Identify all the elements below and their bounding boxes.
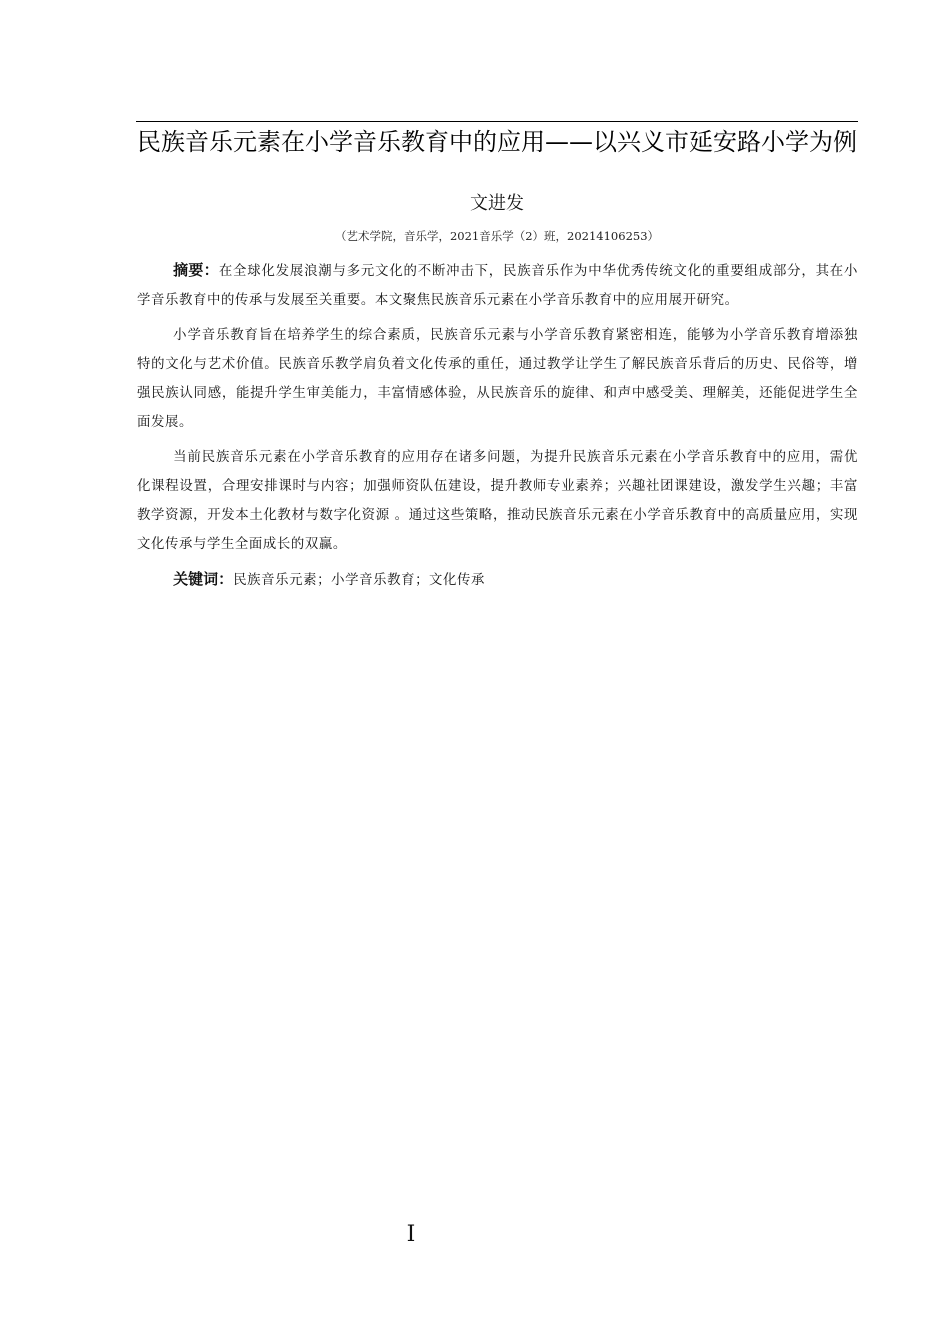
abstract-label: 摘要： (173, 261, 219, 279)
author-name: 文进发 (470, 193, 524, 214)
abstract-paragraph: 小学音乐教育旨在培养学生的综合素质，民族音乐元素与小学音乐教育紧密相连，能够为小学音乐教育增添独特的文化与艺术价值。民族音乐教学肩负着文化传承的重任，通过教学让学生了解民族音乐背后的历史、民俗等，增强民族认同感，能提升学生审美能力，丰富情感体验，从民族音乐的旋律、和声中感受美、理解美，还能促进学生全面发展。 (137, 328, 858, 430)
keywords-text: 民族音乐元素；小学音乐教育；文化传承 (233, 573, 486, 588)
author-affiliation: （艺术学院，音乐学，2021音乐学（2）班，20214106253） (334, 229, 660, 243)
keywords-line (137, 565, 858, 595)
abstract-paragraph: 当前民族音乐元素在小学音乐教育的应用存在诸多问题，为提升民族音乐元素在小学音乐教育中的应用，需优化课程设置，合理安排课时与内容；加强师资队伍建设，提升教师专业素养；兴趣社团课建设，激发学生兴趣；丰富教学资源，开发本土化教材与数字化资源 。通过这些策略，推动民族音乐元素在小学音乐教育中的高质量应用，实现文化传承与学生全面成长的双赢。 (137, 450, 858, 552)
header-rule (136, 121, 858, 122)
keywords-label: 关键词： (173, 570, 234, 588)
page-number: I (406, 1222, 416, 1247)
abstract-paragraph (137, 256, 858, 315)
paper-title: 民族音乐元素在小学音乐教育中的应用——以兴义市延安路小学为例 (137, 128, 857, 156)
abstract-section (137, 256, 858, 601)
abstract-paragraph-1-text: 在全球化发展浪潮与多元文化的不断冲击下，民族音乐作为中华优秀传统文化的重要组成部分，其在小学音乐教育中的传承与发展至关重要。本文聚焦民族音乐元素在小学音乐教育中的应用展开研究。 (137, 264, 858, 308)
